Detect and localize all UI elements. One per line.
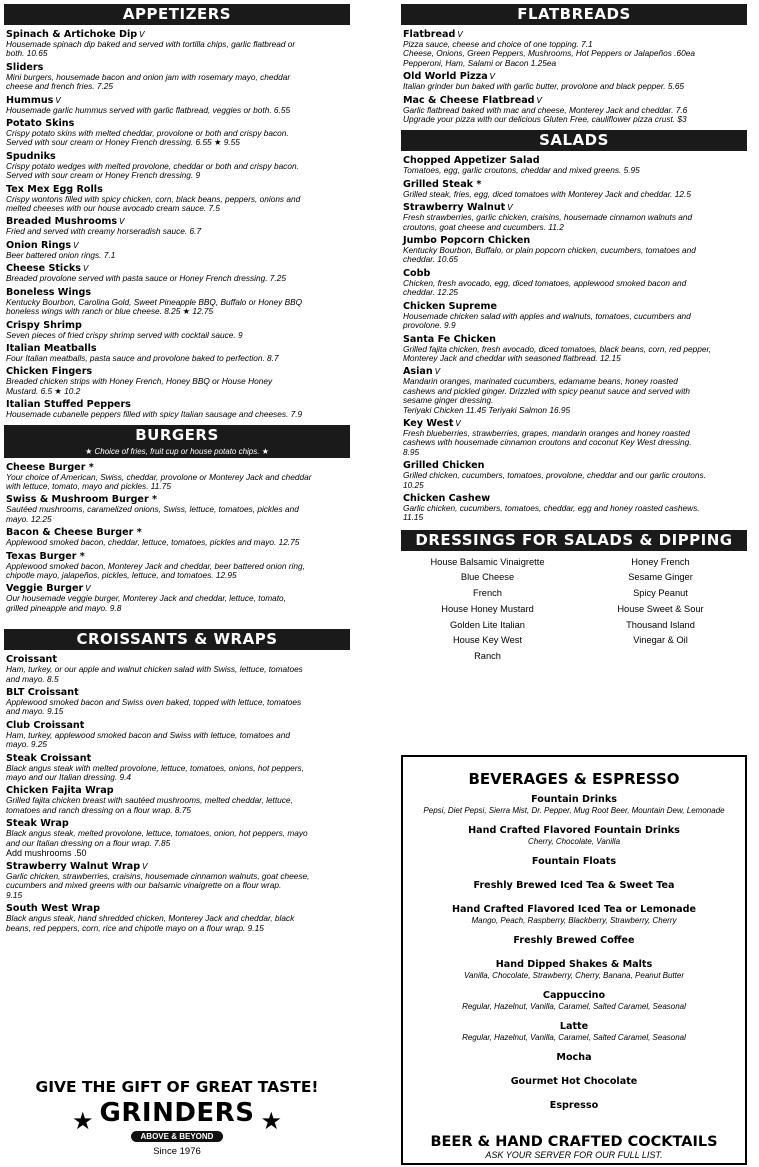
menu-item <box>6 654 348 684</box>
item-title: Strawberry Walnut Wrap <box>6 861 141 873</box>
beverage-item <box>403 959 745 980</box>
item-name <box>403 334 745 345</box>
beverages-header: BEVERAGES & ESPRESSO <box>468 770 680 788</box>
item-title: Chicken Cashew <box>403 492 491 504</box>
item-description: Garlic flatbread baked with mac and cheese, Monterey Jack and cheddar. 7.6 <box>403 104 688 115</box>
item-description: chipotle mayo, jalapeños, pickles, lettuce, and tomatoes. 12.95 <box>6 569 237 580</box>
beverage-name: Freshly Brewed Iced Tea & Sweet Tea <box>473 880 675 891</box>
item-description: Breaded chicken strips with Honey French, Honey BBQ or House Honey <box>6 376 273 387</box>
vegetarian-icon: V <box>489 72 496 82</box>
beverage-item <box>403 904 745 925</box>
item-description: tomatoes and ranch dressing on a flour wrap. 8.75 <box>6 804 191 815</box>
dressing-item: House Balsamic Vinaigrette <box>430 556 545 567</box>
item-description: Applewood smoked bacon, cheddar, lettuce, tomatoes, pickles and mayo. 12.75 <box>6 537 300 548</box>
menu-item <box>403 179 745 199</box>
item-description: Kentucky Bourbon, Carolina Gold, Sweet Pineapple BBQ, Buffalo or Honey BBQ <box>6 296 303 307</box>
dressing-item: Ranch <box>474 651 501 661</box>
vegetarian-icon: V <box>536 95 543 105</box>
item-description: Fresh blueberries, strawberries, grapes, mandarin oranges and honey roasted <box>403 427 690 438</box>
menu-item <box>403 235 745 265</box>
item-description: Housemade chicken salad with apples and walnuts, tomatoes, cucumbers and <box>403 310 691 321</box>
item-name <box>6 184 348 195</box>
item-title: Chopped Appetizer Salad <box>403 155 540 167</box>
item-description: mayo and our Italian dressing. 9.4 <box>6 772 131 783</box>
vegetarian-icon: V <box>73 240 79 250</box>
item-title: Breaded Mushrooms <box>6 216 118 228</box>
item-description: Your choice of American, Swiss, cheddar, provolone or Monterey Jack and cheddar <box>6 471 312 482</box>
item-title: Veggie Burger <box>6 583 84 595</box>
item-title: Swiss & Mushroom Burger * <box>6 494 158 506</box>
item-description: grilled pineapple and mayo. 9.8 <box>6 602 122 613</box>
item-description: Crispy wontons filled with spicy chicken, corn, black beans, peppers, onions and <box>6 193 301 204</box>
beverage-item <box>403 880 745 892</box>
item-title: Spudniks <box>6 150 56 162</box>
item-description: cashews and pickled ginger. Drizzled with spicy peanut sauce and served with <box>403 385 691 396</box>
item-description: Grilled fajita chicken breast with sautéed mushrooms, melted cheddar, lettuce, <box>6 795 293 806</box>
item-description: Grilled steak, fries, egg, diced tomatoes with Monterey Jack and cheddar. 12.5 <box>403 188 691 199</box>
item-description: mayo. 9.25 <box>6 739 48 750</box>
item-title: Steak Wrap <box>6 818 69 830</box>
beverage-name: Mocha <box>556 1052 592 1063</box>
vegetarian-icon: V <box>142 862 148 872</box>
dressing-item: Honey French <box>631 556 690 567</box>
beverage-name: Cappuccino <box>542 990 606 1001</box>
appetizers-header: APPETIZERS <box>4 4 350 25</box>
right-column <box>401 4 747 665</box>
grinders-logo <box>4 1100 350 1144</box>
beverage-item <box>403 935 745 947</box>
item-description: Our housemade veggie burger, Monterey Jack and cheddar, lettuce, tomato, <box>6 593 286 604</box>
dressings-header: DRESSINGS FOR SALADS & DIPPING <box>401 530 747 551</box>
item-description: Tomatoes, egg, garlic croutons, cheddar and mixed greens. 5.95 <box>403 165 640 176</box>
item-title: Asian <box>403 366 433 378</box>
item-title: Jumbo Popcorn Chicken <box>403 235 531 247</box>
beverage-options: Cherry, Chocolate, Vanilla <box>527 837 621 846</box>
vegetarian-icon: V <box>55 95 61 105</box>
item-description: Teriyaki Chicken 11.45 Teriyaki Salmon 16.95 <box>403 404 571 415</box>
item-title: Key West <box>403 417 454 429</box>
menu-item <box>6 240 348 260</box>
item-description: Fried and served with creamy horseradish sauce. 6.7 <box>6 226 202 237</box>
item-title: Hummus <box>6 94 54 106</box>
item-description: Black angus steak with melted provolone, lettuce, tomatoes, onions, hot peppers, <box>6 762 304 773</box>
item-description: 11.15 <box>403 512 424 523</box>
item-description: Mini burgers, housemade bacon and onion jam with rosemary mayo, cheddar <box>6 71 291 82</box>
item-description: cucumbers and mixed greens with our balsamic vinaigrette on a flour wrap. <box>6 880 282 891</box>
item-description: Applewood smoked bacon and Swiss oven baked, topped with lettuce, tomatoes <box>6 697 302 707</box>
menu-item <box>6 287 348 317</box>
menu-item <box>403 460 745 490</box>
item-title: Mac & Cheese Flatbread <box>403 94 535 106</box>
item-title: Texas Burger * <box>6 550 85 562</box>
item-title: Italian Stuffed Peppers <box>6 399 131 411</box>
menu-item <box>403 155 745 175</box>
vegetarian-icon: V <box>119 217 125 227</box>
item-name <box>6 320 348 331</box>
menu-item <box>6 320 348 340</box>
beverage-name: Hand Dipped Shakes & Malts <box>495 959 653 970</box>
beverage-name: Espresso <box>549 1100 599 1111</box>
item-description: Housemade garlic hummus served with garlic flatbread, veggies or both. 6.55 <box>6 104 291 115</box>
item-description: Breaded provolone served with pasta sauce or Honey French dressing. 7.25 <box>6 273 286 284</box>
brand-tagline: ABOVE & BEYOND <box>131 1131 224 1142</box>
dressing-item: Spicy Peanut <box>633 588 688 599</box>
menu-item <box>403 202 745 232</box>
item-title: BLT Croissant <box>6 687 79 698</box>
item-description: and mayo. 9.15 <box>6 706 64 717</box>
dressing-item: House Key West <box>452 635 523 646</box>
dressing-item: French <box>473 588 502 599</box>
item-title: Potato Skins <box>6 118 75 130</box>
salads-header: SALADS <box>401 130 747 151</box>
item-description: cheddar. 10.65 <box>403 254 459 265</box>
item-title: Cheese Burger * <box>6 461 94 473</box>
flatbreads-header: FLATBREADS <box>401 4 747 25</box>
item-description: Grilled fajita chicken, fresh avocado, diced tomatoes, black beans, corn, red pepper, <box>403 343 712 354</box>
item-description: and our Italian dressing on a flour wrap. 7.85 <box>6 837 171 848</box>
beer-note: ASK YOUR SERVER FOR OUR FULL LIST. <box>485 1150 663 1160</box>
menu-item <box>6 95 348 115</box>
item-description: Black angus steak, melted provolone, lettuce, tomatoes, onion, hot peppers, mayo <box>6 828 308 839</box>
vegetarian-icon: V <box>455 418 461 428</box>
beverage-name: Freshly Brewed Coffee <box>513 935 635 946</box>
item-description: Sautéed mushrooms, caramelized onions, Swiss, lettuce, tomatoes, pickles and <box>6 504 299 515</box>
item-title: Crispy Shrimp <box>6 319 82 331</box>
dressing-item: Golden Lite Italian <box>450 619 525 630</box>
beverage-name: Gourmet Hot Chocolate <box>510 1076 638 1087</box>
dressing-item: Vinegar & Oil <box>633 635 688 646</box>
beverage-item <box>403 1076 745 1088</box>
item-description: 9.15 <box>6 889 23 900</box>
beverage-item <box>403 1100 745 1112</box>
beverage-name: Fountain Drinks <box>531 794 617 805</box>
item-description: Seven pieces of fried crispy shrimp served with cocktail sauce. 9 <box>6 329 243 340</box>
salads-list <box>401 151 747 522</box>
item-name <box>6 551 348 562</box>
dressing-item: House Sweet & Sour <box>617 603 704 614</box>
vegetarian-icon: V <box>457 30 463 39</box>
item-description: cheddar. 12.25 <box>403 287 459 298</box>
item-title: Croissant <box>6 654 57 666</box>
beverage-options: Regular, Hazelnut, Vanilla, Caramel, Salted Caramel, Seasonal <box>462 1033 686 1042</box>
beverage-item <box>403 856 745 868</box>
item-description: with lettuce, tomato, mayo and pickles. 11.75 <box>6 480 171 491</box>
menu-item <box>6 62 348 92</box>
menu-item <box>6 462 348 492</box>
menu-item <box>403 71 745 91</box>
appetizers-list <box>4 25 350 420</box>
beverage-name: Hand Crafted Flavored Iced Tea or Lemonade <box>452 904 696 915</box>
item-title: Chicken Fajita Wrap <box>6 785 114 797</box>
menu-item <box>6 583 348 613</box>
item-description: beans, red peppers, corn, rice and chipotle mayo on a flour wrap. 9.15 <box>6 922 264 933</box>
item-name <box>6 462 348 473</box>
item-description: Kentucky Bourbon, Buffalo, or plain popcorn chicken, cucumbers, tomatoes and <box>403 245 696 256</box>
menu-item <box>6 687 348 717</box>
menu-item <box>6 785 348 815</box>
dressings-left <box>401 555 574 665</box>
left-column <box>4 4 350 936</box>
menu-item <box>6 263 348 283</box>
dressing-item: Thousand Island <box>626 619 695 630</box>
menu-item <box>403 268 745 298</box>
item-description: Housemade spinach dip baked and served with tortilla chips, garlic flatbread or <box>6 39 296 49</box>
item-title: Grilled Steak * <box>403 178 482 190</box>
since-year: Since 1976 <box>153 1146 201 1157</box>
menu-item <box>6 29 348 59</box>
item-title: South West Wrap <box>6 903 100 915</box>
menu-item <box>403 418 745 457</box>
item-title: Italian Meatballs <box>6 342 97 354</box>
croissants-list <box>4 650 350 933</box>
item-description: Housemade cubanelle peppers filled with spicy Italian sausage and cheeses. 7.9 <box>6 409 303 420</box>
menu-item <box>6 494 348 524</box>
item-description: Ham, turkey, applewood smoked bacon and Swiss with lettuce, tomatoes and <box>6 729 290 740</box>
item-description: Black angus steak, hand shredded chicken, Monterey Jack and cheddar, black <box>6 913 295 924</box>
item-title: Sliders <box>6 61 44 73</box>
menu-item <box>403 366 745 415</box>
item-title: Cheese Sticks <box>6 263 82 275</box>
beverage-item <box>403 1052 745 1064</box>
brand-name: GRINDERS <box>99 1098 255 1128</box>
item-description: Fresh strawberries, garlic chicken, craisins, housemade cinnamon walnuts and <box>403 212 693 223</box>
vegetarian-icon: V <box>139 30 145 39</box>
beverage-options: Vanilla, Chocolate, Strawberry, Cherry, Banana, Peanut Butter <box>464 971 684 980</box>
item-description: mayo. 12.25 <box>6 513 52 524</box>
beverage-item <box>403 794 745 815</box>
item-description: Monterey Jack and cheddar with seasoned flatbread. 12.15 <box>403 352 621 363</box>
item-description: 8.95 <box>403 446 420 457</box>
menu-item <box>6 343 348 363</box>
burgers-list <box>4 458 350 614</box>
item-description: Garlic chicken, strawberries, craisins, housemade cinnamon walnuts, goat cheese, <box>6 871 310 882</box>
item-title: Cobb <box>403 267 431 279</box>
burgers-header: BURGERS <box>4 425 350 446</box>
beverages-list <box>403 794 745 1112</box>
vegetarian-icon: V <box>85 584 91 594</box>
beverage-options: Pepsi, Diet Pepsi, Sierra Mist, Dr. Pepper, Mug Root Beer, Mountain Dew, Lemonade <box>423 806 725 815</box>
item-description: Served with sour cream or Honey French dressing. 9 <box>6 170 201 181</box>
item-title: Chicken Supreme <box>403 300 497 312</box>
beverage-options: Regular, Hazelnut, Vanilla, Caramel, Salted Caramel, Seasonal <box>462 1002 686 1011</box>
item-description: Garlic chicken, cucumbers, tomatoes, cheddar, egg and honey roasted cashews. <box>403 502 700 513</box>
menu-item <box>6 551 348 581</box>
item-description: Pepperoni, Ham, Salami or Bacon 1.25ea <box>403 57 557 68</box>
item-description: provolone. 9.9 <box>403 320 456 331</box>
beverage-name: Fountain Floats <box>531 856 617 867</box>
item-title: Strawberry Walnut <box>403 202 506 214</box>
item-description: Italian grinder bun baked with garlic butter, provolone and black pepper. 5.65 <box>403 81 685 92</box>
item-name <box>6 95 348 106</box>
item-title: Chicken Fingers <box>6 366 93 378</box>
menu-item <box>6 366 348 396</box>
item-addon: Add mushrooms .50 <box>6 848 87 859</box>
beverage-name: Hand Crafted Flavored Fountain Drinks <box>468 825 680 836</box>
menu-item <box>403 493 745 523</box>
croissants-header: CROISSANTS & WRAPS <box>4 629 350 650</box>
gift-card-promo <box>4 1078 350 1157</box>
item-description: 10.25 <box>403 479 424 490</box>
menu-item <box>403 334 745 364</box>
item-name <box>403 95 745 106</box>
item-description: Cheese, Onions, Green Peppers, Mushrooms, Hot Peppers or Jalapeños .60ea <box>403 48 695 59</box>
item-description: Served with sour cream or Honey French dressing. 6.55 ★ 9.55 <box>6 137 240 148</box>
menu-item <box>403 301 745 331</box>
item-description: Ham, turkey, or our apple and walnut chicken salad with Swiss, lettuce, tomatoes <box>6 664 303 675</box>
item-title: Old World Pizza <box>403 71 488 83</box>
item-description: Applewood smoked bacon, Monterey Jack and cheddar, beer battered onion ring, <box>6 560 305 571</box>
beverage-item <box>403 1021 745 1042</box>
menu-item <box>403 29 745 68</box>
vegetarian-icon: V <box>507 203 513 213</box>
dressing-item: House Honey Mustard <box>441 603 534 614</box>
item-description: boneless wings with ranch or blue cheese. 8.25 ★ 12.75 <box>6 306 214 317</box>
menu-item <box>6 399 348 419</box>
item-title: Bacon & Cheese Burger * <box>6 527 142 539</box>
item-description: Beer battered onion rings. 7.1 <box>6 249 116 260</box>
item-title: Grilled Chicken <box>403 460 485 472</box>
item-description: Chicken, fresh avocado, egg, diced tomatoes, applewood smoked bacon and <box>403 277 687 288</box>
item-description: sesame ginger dressing. <box>403 395 494 406</box>
beverages-box <box>401 755 747 1165</box>
item-description: melted cheeses with our house avocado cream sauce. 7.5 <box>6 203 220 214</box>
item-description: Crispy potato skins with melted cheddar, provolone or both and crispy bacon. <box>6 128 289 139</box>
item-title: Steak Croissant <box>6 752 92 764</box>
menu-item <box>6 216 348 236</box>
beer-header: BEER & HAND CRAFTED COCKTAILS <box>430 1134 718 1150</box>
item-title: Onion Rings <box>6 239 72 251</box>
item-description: Pizza sauce, cheese and choice of one topping. 7.1 <box>403 39 593 49</box>
item-description: Crispy potato wedges with melted provolone, cheddar or both and crispy bacon. <box>6 160 299 171</box>
beverage-item <box>403 825 745 846</box>
item-description: Upgrade your pizza with our delicious Gluten Free, cauliflower pizza crust. $3 <box>403 114 687 125</box>
menu-item <box>6 151 348 181</box>
dressings-list <box>401 551 747 665</box>
item-name <box>6 753 348 764</box>
item-description: and mayo. 8.5 <box>6 673 59 684</box>
menu-item <box>6 861 348 900</box>
menu-item <box>6 527 348 547</box>
item-title: Spinach & Artichoke Dip <box>6 29 138 40</box>
item-description: Grilled chicken, cucumbers, tomatoes, provolone, cheddar and our garlic croutons. <box>403 470 706 481</box>
item-description: croutons, goat cheese and cucumbers. 11.2 <box>403 221 564 232</box>
menu-item <box>403 95 745 125</box>
dressing-item: Sesame Ginger <box>628 572 693 583</box>
vegetarian-icon: V <box>434 367 441 377</box>
vegetarian-icon: V <box>83 264 89 274</box>
item-title: Santa Fe Chicken <box>403 333 496 345</box>
item-title: Flatbread <box>403 29 456 40</box>
item-title: Club Croissant <box>6 719 85 731</box>
beverage-item <box>403 990 745 1011</box>
dressing-item: Blue Cheese <box>460 572 515 583</box>
menu-item <box>6 184 348 214</box>
item-description: cashews with housemade cinnamon croutons and coconut Key West dressing. <box>403 437 692 448</box>
star-icon: ★ <box>260 1108 282 1135</box>
item-description: cheese and french fries. 7.25 <box>6 81 114 92</box>
item-description: Mustard. 6.5 ★ 10.2 <box>6 385 81 396</box>
item-title: Boneless Wings <box>6 286 92 298</box>
menu-item <box>6 720 348 750</box>
dressings-right <box>574 555 747 665</box>
item-description: Mandarin oranges, marinated cucumbers, edamame beans, honey roasted <box>403 376 678 387</box>
beverage-options: Mango, Peach, Raspberry, Blackberry, Strawberry, Cherry <box>471 916 677 925</box>
gift-title: GIVE THE GIFT OF GREAT TASTE! <box>35 1078 319 1096</box>
flatbreads-list <box>401 25 747 124</box>
star-icon: ★ <box>72 1108 94 1135</box>
menu-item <box>6 118 348 148</box>
beverage-name: Latte <box>559 1021 589 1032</box>
item-description: Four Italian meatballs, pasta sauce and provolone baked to perfection. 8.7 <box>6 352 279 363</box>
menu-item <box>6 818 348 858</box>
menu-item <box>6 903 348 933</box>
menu-item <box>6 753 348 783</box>
burgers-subtitle: ★ Choice of fries, fruit cup or house potato chips. ★ <box>4 446 350 458</box>
item-description: both. 10.65 <box>6 48 48 59</box>
item-title: Tex Mex Egg Rolls <box>6 183 103 195</box>
